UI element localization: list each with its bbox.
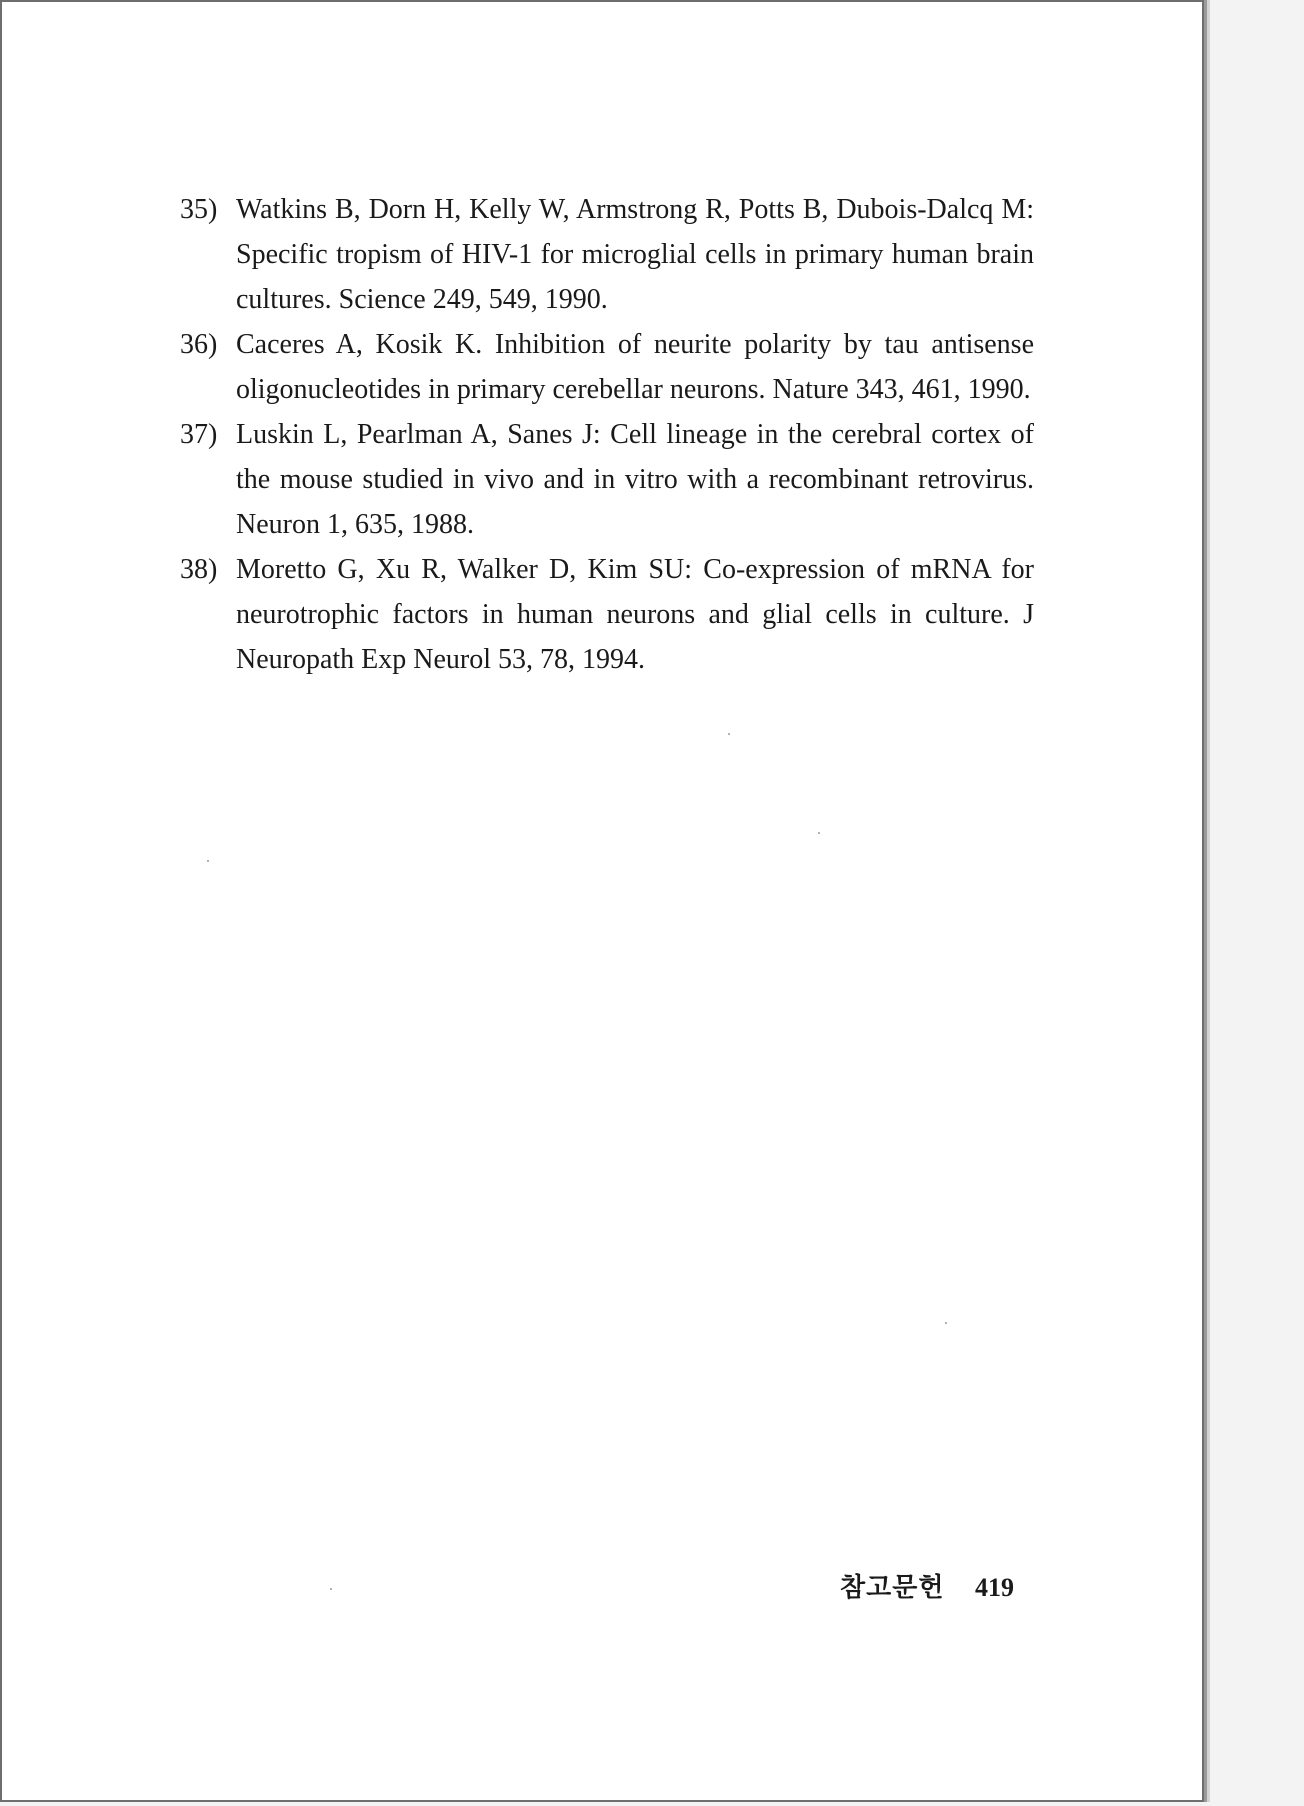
page-footer: [840, 1567, 1014, 1604]
reference-item-36: [152, 322, 1034, 412]
reference-item-38: [152, 547, 1034, 682]
scan-speck: [728, 733, 730, 735]
reference-number: 37): [180, 419, 218, 450]
page-number: 419: [974, 1573, 1014, 1602]
reference-text: Moretto G, Xu R, Walker D, Kim SU: Co-expression of mRNA for neurotrophic factors in human neurons and glial cells in culture. J Neuropath Exp Neurol 53, 78, 1994.: [236, 554, 1034, 675]
reference-item-35: [152, 187, 1034, 322]
reference-number: 38): [180, 554, 218, 585]
reference-text: Luskin L, Pearlman A, Sanes J: Cell lineage in the cerebral cortex of the mouse studied in vivo and in vitro with a recombinant retrovirus. Neuron 1, 635, 1988.: [236, 419, 1034, 540]
scan-speck: [818, 832, 820, 834]
scan-speck: [330, 1588, 332, 1590]
reference-text: Caceres A, Kosik K. Inhibition of neurite polarity by tau antisense oligonucleotides in primary cerebellar neurons. Nature 343, 461, 1990.: [236, 329, 1034, 405]
scan-speck: [207, 860, 209, 862]
scan-speck: [945, 1322, 947, 1324]
reference-list: [152, 187, 1034, 682]
reference-number: 36): [180, 329, 218, 360]
reference-number: 35): [180, 194, 218, 225]
reference-text: Watkins B, Dorn H, Kelly W, Armstrong R, Potts B, Dubois-Dalcq M: Specific tropism of HIV-1 for microglial cells in primary human brain cultures. Science 249, 549, 1990.: [236, 194, 1034, 315]
footer-section-label: 참고문헌: [840, 1573, 945, 1603]
reference-item-37: [152, 412, 1034, 547]
